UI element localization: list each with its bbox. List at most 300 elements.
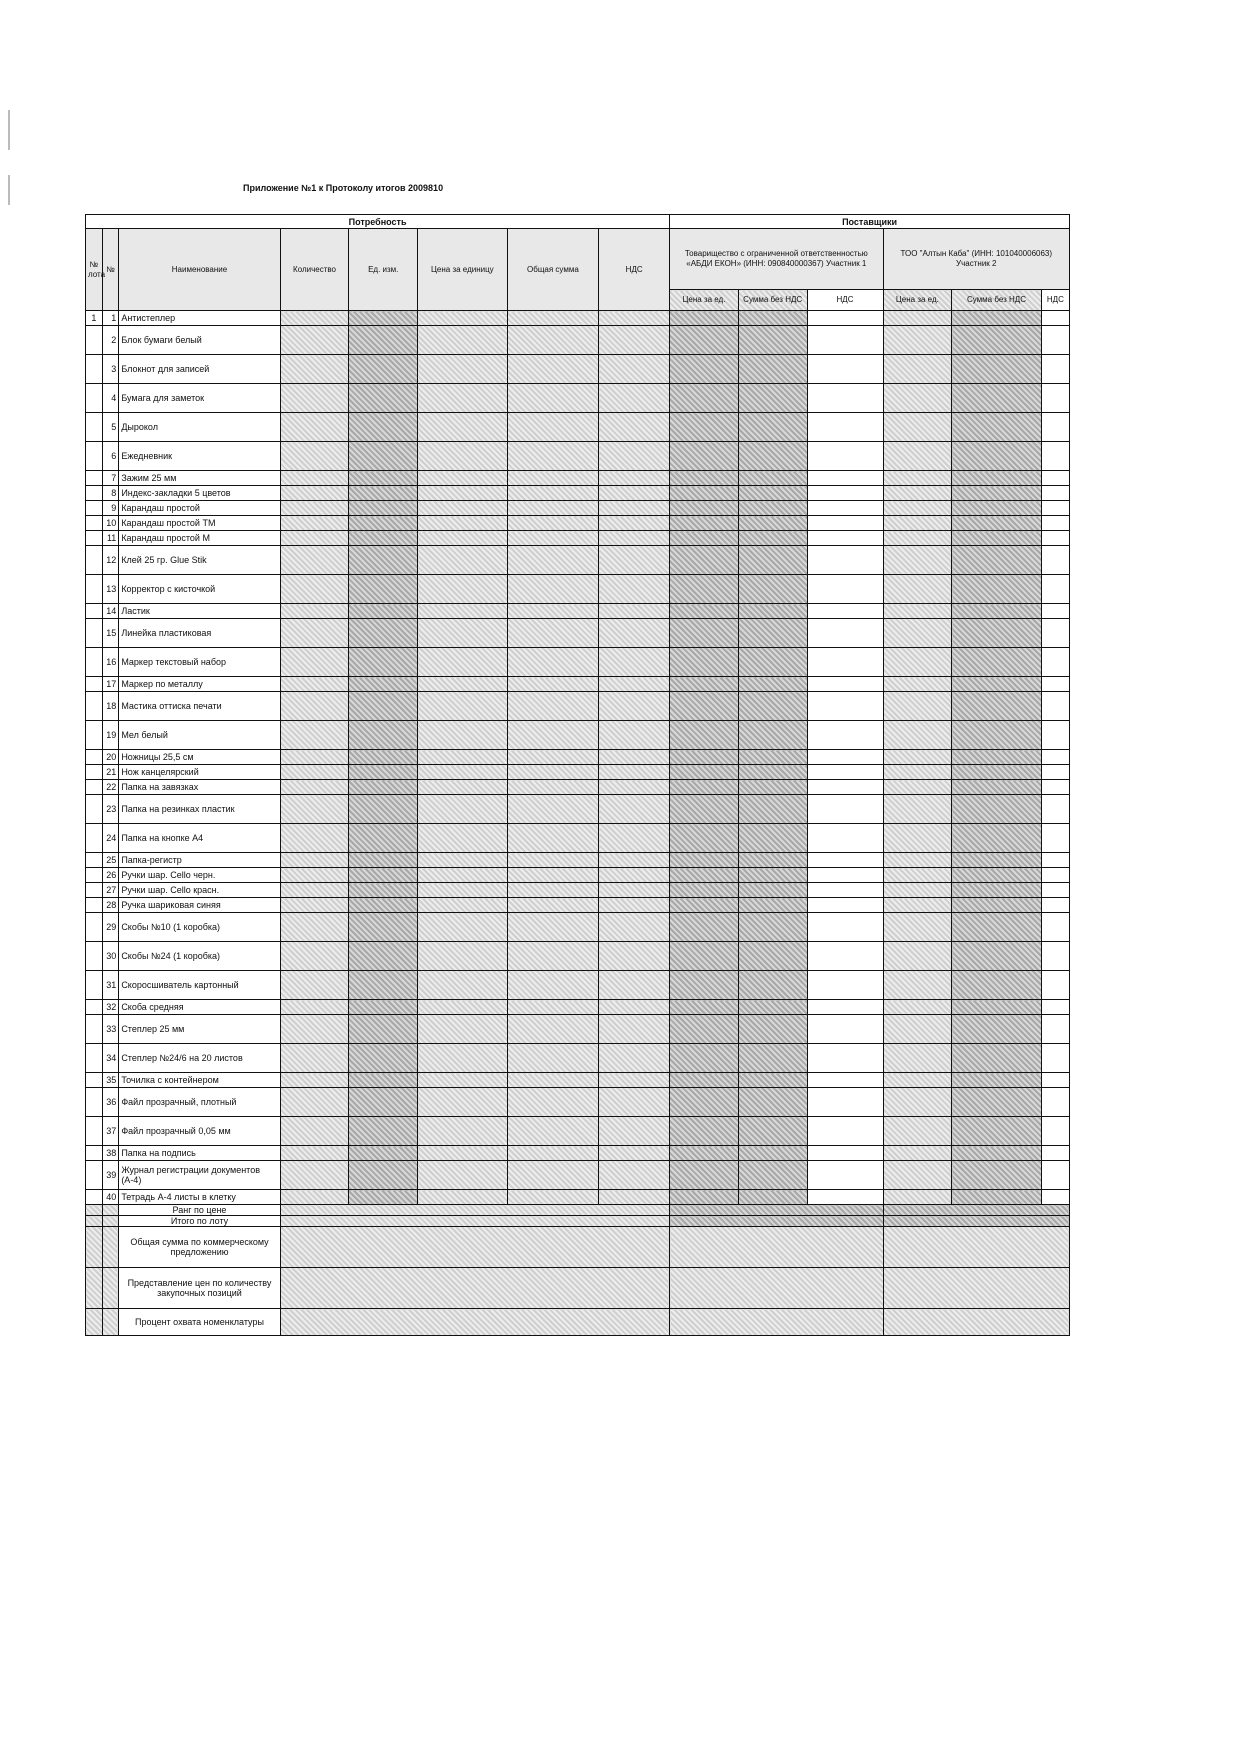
row-cell-illegible	[807, 442, 883, 471]
row-cell-illegible	[883, 486, 952, 501]
row-cell-illegible	[280, 721, 349, 750]
table-row	[86, 1190, 1070, 1205]
row-name: Папка на резинках пластик	[119, 795, 280, 824]
row-cell-illegible	[883, 311, 952, 326]
row-cell-illegible	[670, 516, 739, 531]
row-cell-illegible	[349, 1088, 418, 1117]
row-cell-illegible	[349, 471, 418, 486]
row-cell-illegible	[807, 780, 883, 795]
row-cell-illegible	[670, 1161, 739, 1190]
row-cell-illegible	[883, 750, 952, 765]
row-cell-illegible	[1041, 648, 1069, 677]
row-number: 38	[102, 1146, 119, 1161]
row-cell-illegible	[738, 1161, 807, 1190]
row-lot	[86, 868, 103, 883]
row-cell-illegible	[349, 750, 418, 765]
row-cell-illegible	[670, 677, 739, 692]
row-lot	[86, 692, 103, 721]
row-cell-illegible	[883, 546, 952, 575]
row-cell-illegible	[280, 913, 349, 942]
row-cell-illegible	[599, 765, 670, 780]
row-name: Зажим 25 мм	[119, 471, 280, 486]
row-name: Файл прозрачный, плотный	[119, 1088, 280, 1117]
row-cell-illegible	[738, 780, 807, 795]
row-cell-illegible	[952, 471, 1042, 486]
row-cell-illegible	[418, 604, 508, 619]
row-cell-illegible	[1041, 531, 1069, 546]
row-cell-illegible	[507, 853, 599, 868]
row-cell-illegible	[807, 413, 883, 442]
row-cell-illegible	[1041, 1044, 1069, 1073]
row-name: Линейка пластиковая	[119, 619, 280, 648]
row-cell-illegible	[599, 692, 670, 721]
row-cell-illegible	[952, 1015, 1042, 1044]
row-lot	[86, 604, 103, 619]
row-cell-illegible	[280, 868, 349, 883]
row-number: 21	[102, 765, 119, 780]
row-lot	[86, 1088, 103, 1117]
row-lot	[86, 1161, 103, 1190]
row-cell-illegible	[349, 1000, 418, 1015]
row-cell-illegible	[1041, 384, 1069, 413]
row-number: 40	[102, 1190, 119, 1205]
row-cell-illegible	[883, 355, 952, 384]
row-cell-illegible	[807, 486, 883, 501]
row-cell-illegible	[507, 486, 599, 501]
table-row	[86, 1000, 1070, 1015]
row-cell-illegible	[280, 780, 349, 795]
row-cell-illegible	[1041, 677, 1069, 692]
row-cell-illegible	[1041, 1000, 1069, 1015]
row-cell-illegible	[507, 1146, 599, 1161]
row-cell-illegible	[280, 677, 349, 692]
row-cell-illegible	[280, 692, 349, 721]
row-cell-illegible	[738, 1190, 807, 1205]
row-name: Папка на кнопке А4	[119, 824, 280, 853]
table-row	[86, 750, 1070, 765]
row-cell-illegible	[952, 853, 1042, 868]
row-cell-illegible	[670, 883, 739, 898]
row-cell-illegible	[507, 780, 599, 795]
row-cell-illegible	[1041, 486, 1069, 501]
row-cell-illegible	[952, 780, 1042, 795]
row-cell-illegible	[807, 1073, 883, 1088]
row-cell-illegible	[952, 326, 1042, 355]
row-cell-illegible	[599, 750, 670, 765]
row-name: Антистеплер	[119, 311, 280, 326]
row-cell-illegible	[738, 471, 807, 486]
row-cell-illegible	[738, 648, 807, 677]
row-cell-illegible	[418, 1073, 508, 1088]
row-cell-illegible	[738, 677, 807, 692]
footer-price-coverage: Представление цен по количеству закупочных позиций	[119, 1268, 280, 1309]
table-row	[86, 1161, 1070, 1190]
row-cell-illegible	[738, 913, 807, 942]
row-cell-illegible	[349, 486, 418, 501]
s1-sum-header: Сумма без НДС	[738, 290, 807, 311]
row-cell-illegible	[349, 898, 418, 913]
row-number: 13	[102, 575, 119, 604]
row-cell-illegible	[807, 501, 883, 516]
row-cell-illegible	[280, 648, 349, 677]
row-cell-illegible	[280, 1073, 349, 1088]
row-cell-illegible	[952, 1073, 1042, 1088]
row-cell-illegible	[280, 486, 349, 501]
row-cell-illegible	[883, 1015, 952, 1044]
row-cell-illegible	[599, 898, 670, 913]
row-cell-illegible	[738, 824, 807, 853]
row-cell-illegible	[280, 501, 349, 516]
row-cell-illegible	[883, 604, 952, 619]
row-cell-illegible	[807, 971, 883, 1000]
table-row	[86, 486, 1070, 501]
footer-coverage-percent: Процент охвата номенклатуры	[119, 1309, 280, 1336]
row-cell-illegible	[1041, 795, 1069, 824]
row-cell-illegible	[418, 1088, 508, 1117]
row-cell-illegible	[349, 311, 418, 326]
row-cell-illegible	[883, 648, 952, 677]
row-cell-illegible	[670, 692, 739, 721]
row-cell-illegible	[952, 898, 1042, 913]
row-cell-illegible	[507, 971, 599, 1000]
row-name: Бумага для заметок	[119, 384, 280, 413]
row-cell-illegible	[349, 1015, 418, 1044]
table-row	[86, 1088, 1070, 1117]
row-cell-illegible	[280, 516, 349, 531]
row-name: Ручка шариковая синяя	[119, 898, 280, 913]
row-cell-illegible	[670, 384, 739, 413]
row-cell-illegible	[418, 648, 508, 677]
row-number: 8	[102, 486, 119, 501]
row-lot: 1	[86, 311, 103, 326]
row-cell-illegible	[883, 883, 952, 898]
row-cell-illegible	[418, 692, 508, 721]
row-cell-illegible	[738, 546, 807, 575]
row-cell-illegible	[1041, 471, 1069, 486]
row-lot	[86, 1000, 103, 1015]
row-number: 18	[102, 692, 119, 721]
row-cell-illegible	[418, 853, 508, 868]
row-cell-illegible	[507, 531, 599, 546]
table-row	[86, 648, 1070, 677]
row-cell-illegible	[1041, 326, 1069, 355]
row-cell-illegible	[599, 384, 670, 413]
row-cell-illegible	[418, 1146, 508, 1161]
row-cell-illegible	[807, 1015, 883, 1044]
table-row	[86, 531, 1070, 546]
row-cell-illegible	[599, 868, 670, 883]
row-cell-illegible	[883, 619, 952, 648]
row-cell-illegible	[418, 1000, 508, 1015]
row-cell-illegible	[507, 765, 599, 780]
row-cell-illegible	[1041, 355, 1069, 384]
row-cell-illegible	[807, 942, 883, 971]
row-cell-illegible	[1041, 311, 1069, 326]
row-cell-illegible	[670, 575, 739, 604]
row-cell-illegible	[507, 516, 599, 531]
row-cell-illegible	[807, 1161, 883, 1190]
table-row	[86, 355, 1070, 384]
row-cell-illegible	[807, 648, 883, 677]
row-cell-illegible	[349, 1044, 418, 1073]
row-cell-illegible	[738, 853, 807, 868]
row-cell-illegible	[670, 1146, 739, 1161]
s2-sum-header: Сумма без НДС	[952, 290, 1042, 311]
row-cell-illegible	[507, 692, 599, 721]
row-number: 7	[102, 471, 119, 486]
row-cell-illegible	[599, 1088, 670, 1117]
row-number: 16	[102, 648, 119, 677]
row-cell-illegible	[599, 780, 670, 795]
row-cell-illegible	[1041, 883, 1069, 898]
row-cell-illegible	[280, 795, 349, 824]
row-cell-illegible	[1041, 1190, 1069, 1205]
row-cell-illegible	[738, 355, 807, 384]
row-cell-illegible	[883, 1146, 952, 1161]
row-cell-illegible	[670, 619, 739, 648]
row-number: 4	[102, 384, 119, 413]
row-cell-illegible	[952, 913, 1042, 942]
row-cell-illegible	[507, 546, 599, 575]
row-lot	[86, 883, 103, 898]
row-cell-illegible	[280, 619, 349, 648]
row-cell-illegible	[280, 326, 349, 355]
row-cell-illegible	[349, 648, 418, 677]
row-cell-illegible	[418, 780, 508, 795]
row-cell-illegible	[670, 648, 739, 677]
row-cell-illegible	[349, 868, 418, 883]
row-lot	[86, 1146, 103, 1161]
row-number: 20	[102, 750, 119, 765]
table-row	[86, 1117, 1070, 1146]
col-unit: Ед. изм.	[349, 229, 418, 311]
row-cell-illegible	[599, 1000, 670, 1015]
row-cell-illegible	[599, 1161, 670, 1190]
row-cell-illegible	[349, 721, 418, 750]
row-cell-illegible	[507, 384, 599, 413]
row-cell-illegible	[670, 824, 739, 853]
row-cell-illegible	[738, 721, 807, 750]
row-cell-illegible	[507, 619, 599, 648]
row-cell-illegible	[1041, 1088, 1069, 1117]
row-cell-illegible	[952, 501, 1042, 516]
row-cell-illegible	[883, 765, 952, 780]
row-cell-illegible	[738, 898, 807, 913]
row-cell-illegible	[280, 546, 349, 575]
row-cell-illegible	[507, 501, 599, 516]
row-cell-illegible	[1041, 853, 1069, 868]
table-row	[86, 942, 1070, 971]
row-cell-illegible	[280, 1000, 349, 1015]
row-cell-illegible	[738, 384, 807, 413]
row-cell-illegible	[418, 1161, 508, 1190]
row-cell-illegible	[952, 604, 1042, 619]
row-cell-illegible	[807, 1000, 883, 1015]
table-row	[86, 1015, 1070, 1044]
row-cell-illegible	[507, 604, 599, 619]
row-cell-illegible	[599, 501, 670, 516]
row-cell-illegible	[952, 1146, 1042, 1161]
row-cell-illegible	[807, 546, 883, 575]
row-cell-illegible	[349, 1190, 418, 1205]
row-cell-illegible	[883, 824, 952, 853]
row-cell-illegible	[599, 1146, 670, 1161]
row-cell-illegible	[280, 750, 349, 765]
row-name: Файл прозрачный 0,05 мм	[119, 1117, 280, 1146]
header-suppliers: Поставщики	[670, 215, 1070, 229]
row-cell-illegible	[599, 913, 670, 942]
row-cell-illegible	[507, 1073, 599, 1088]
row-cell-illegible	[670, 1088, 739, 1117]
table-row	[86, 824, 1070, 853]
row-cell-illegible	[738, 619, 807, 648]
header-demand: Потребность	[86, 215, 670, 229]
row-cell-illegible	[349, 516, 418, 531]
row-cell-illegible	[418, 413, 508, 442]
row-cell-illegible	[670, 942, 739, 971]
row-cell-illegible	[418, 795, 508, 824]
row-cell-illegible	[952, 883, 1042, 898]
row-cell-illegible	[807, 765, 883, 780]
row-cell-illegible	[883, 384, 952, 413]
row-cell-illegible	[349, 692, 418, 721]
row-cell-illegible	[599, 442, 670, 471]
row-cell-illegible	[738, 575, 807, 604]
document-title: Приложение №1 к Протоколу итогов 2009810	[243, 183, 444, 193]
s2-vat-header: НДС	[1041, 290, 1069, 311]
row-cell-illegible	[349, 531, 418, 546]
row-cell-illegible	[952, 1000, 1042, 1015]
row-cell-illegible	[418, 486, 508, 501]
row-name: Блокнот для записей	[119, 355, 280, 384]
row-number: 36	[102, 1088, 119, 1117]
row-cell-illegible	[349, 853, 418, 868]
row-cell-illegible	[507, 883, 599, 898]
row-cell-illegible	[1041, 413, 1069, 442]
row-cell-illegible	[1041, 824, 1069, 853]
row-cell-illegible	[670, 971, 739, 1000]
row-cell-illegible	[507, 413, 599, 442]
row-number: 35	[102, 1073, 119, 1088]
row-cell-illegible	[599, 471, 670, 486]
row-cell-illegible	[807, 1146, 883, 1161]
row-cell-illegible	[599, 795, 670, 824]
row-cell-illegible	[507, 1117, 599, 1146]
row-number: 19	[102, 721, 119, 750]
col-name: Наименование	[119, 229, 280, 311]
row-cell-illegible	[738, 942, 807, 971]
row-cell-illegible	[883, 677, 952, 692]
row-cell-illegible	[418, 311, 508, 326]
row-cell-illegible	[952, 486, 1042, 501]
row-cell-illegible	[883, 971, 952, 1000]
row-number: 26	[102, 868, 119, 883]
row-cell-illegible	[599, 1015, 670, 1044]
row-cell-illegible	[280, 384, 349, 413]
row-cell-illegible	[507, 1088, 599, 1117]
row-cell-illegible	[507, 677, 599, 692]
row-cell-illegible	[807, 853, 883, 868]
table-row	[86, 619, 1070, 648]
s1-vat-header: НДС	[807, 290, 883, 311]
table-row	[86, 384, 1070, 413]
row-cell-illegible	[507, 326, 599, 355]
row-cell-illegible	[418, 546, 508, 575]
row-name: Мел белый	[119, 721, 280, 750]
row-number: 1	[102, 311, 119, 326]
row-cell-illegible	[807, 355, 883, 384]
row-cell-illegible	[670, 721, 739, 750]
row-cell-illegible	[280, 1161, 349, 1190]
row-cell-illegible	[599, 971, 670, 1000]
row-lot	[86, 1044, 103, 1073]
footer-total-lot: Итого по лоту	[119, 1216, 280, 1227]
row-name: Степлер №24/6 на 20 листов	[119, 1044, 280, 1073]
row-name: Ежедневник	[119, 442, 280, 471]
row-cell-illegible	[280, 575, 349, 604]
row-cell-illegible	[349, 942, 418, 971]
row-cell-illegible	[349, 1117, 418, 1146]
row-cell-illegible	[952, 648, 1042, 677]
row-cell-illegible	[670, 531, 739, 546]
row-cell-illegible	[670, 1073, 739, 1088]
row-cell-illegible	[952, 765, 1042, 780]
table-body	[86, 311, 1070, 1205]
row-cell-illegible	[349, 442, 418, 471]
row-name: Тетрадь А-4 листы в клетку	[119, 1190, 280, 1205]
row-cell-illegible	[670, 913, 739, 942]
row-cell-illegible	[807, 824, 883, 853]
row-cell-illegible	[280, 824, 349, 853]
row-lot	[86, 765, 103, 780]
row-cell-illegible	[738, 326, 807, 355]
table-row	[86, 442, 1070, 471]
table-row	[86, 516, 1070, 531]
row-cell-illegible	[280, 413, 349, 442]
row-cell-illegible	[807, 795, 883, 824]
row-lot	[86, 546, 103, 575]
row-name: Папка на подпись	[119, 1146, 280, 1161]
table-row	[86, 853, 1070, 868]
row-number: 33	[102, 1015, 119, 1044]
row-cell-illegible	[1041, 721, 1069, 750]
row-name: Блок бумаги белый	[119, 326, 280, 355]
table-row	[86, 883, 1070, 898]
row-cell-illegible	[670, 413, 739, 442]
row-cell-illegible	[418, 1044, 508, 1073]
row-lot	[86, 516, 103, 531]
row-cell-illegible	[599, 604, 670, 619]
row-cell-illegible	[1041, 1117, 1069, 1146]
row-number: 27	[102, 883, 119, 898]
row-lot	[86, 1117, 103, 1146]
row-cell-illegible	[952, 413, 1042, 442]
row-number: 28	[102, 898, 119, 913]
row-cell-illegible	[738, 1146, 807, 1161]
row-lot	[86, 413, 103, 442]
row-cell-illegible	[807, 326, 883, 355]
row-cell-illegible	[738, 1073, 807, 1088]
row-cell-illegible	[738, 883, 807, 898]
row-cell-illegible	[418, 750, 508, 765]
row-name: Карандаш простой ТМ	[119, 516, 280, 531]
row-lot	[86, 384, 103, 413]
row-cell-illegible	[738, 692, 807, 721]
table-row	[86, 868, 1070, 883]
row-cell-illegible	[738, 971, 807, 1000]
row-cell-illegible	[280, 604, 349, 619]
row-cell-illegible	[507, 824, 599, 853]
